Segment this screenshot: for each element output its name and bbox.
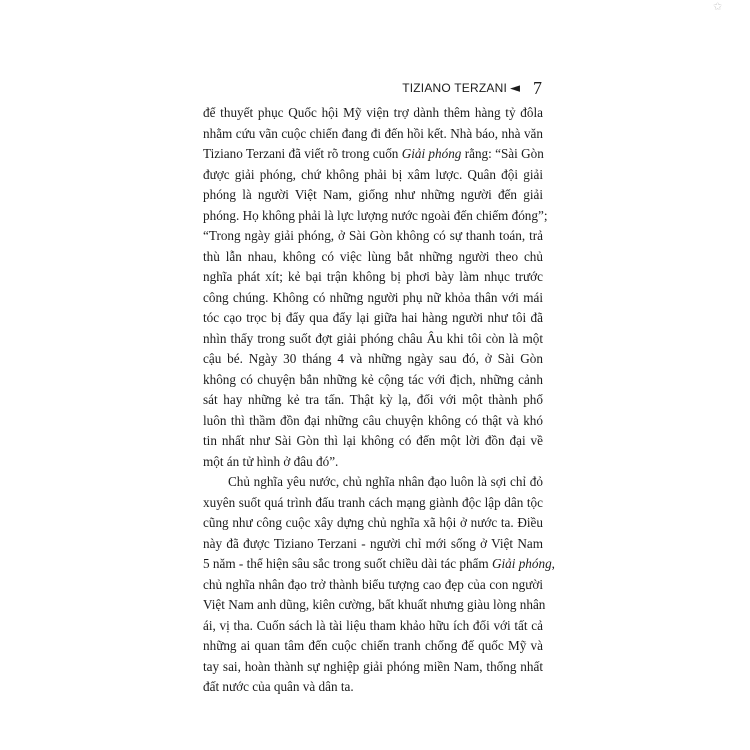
text-line: phóng. Họ không phải là lực lượng nước ngoài đến chiếm đóng”; [203,207,548,223]
text-line: một án tử hình ở đâu đó”. [203,453,339,469]
text-line: 5 năm - thể hiện sâu sắc trong suốt chiều dài tác phẩm Giải phóng, [203,556,555,571]
book-title: Giải phóng [401,146,462,161]
text-line: xuyên suốt quá trình đấu tranh cách mạng giành độc lập dân tộc [203,494,543,510]
running-header [402,77,542,99]
text-line: sát hay những kẻ tra tấn. Thật kỳ lạ, đối với một thành phố [203,392,543,407]
text-line: tin nhất như Sài Gòn thì lại không có đến một lời đồn đại về [203,433,543,448]
text-line: nhìn thấy trong suốt đợt giải phóng châu Âu khi tôi còn là một [203,330,543,346]
text-line: này đã được Tiziano Terzani - người chỉ mới sống ở Việt Nam [203,535,543,551]
text-line: để thuyết phục Quốc hội Mỹ viện trợ dành thêm hàng tỷ đôla [203,105,543,120]
text-line: đất nước của quân và dân ta. [203,679,354,694]
text-line: nhằm cứu vãn cuộc chiến đang đi đến hồi kết. Nhà báo, nhà văn [203,125,543,141]
text-line: cậu bé. Ngày 30 tháng 4 và những ngày sau đó, ở Sài Gòn [203,351,543,366]
running-header-author: TIZIANO TERZANI [402,81,507,95]
book-title: Giải phóng [491,556,552,571]
text-line: Việt Nam anh dũng, kiên cường, bất khuất nhưng giàu lòng nhân [203,597,546,612]
text-line: cũng như công cuộc xây dựng chủ nghĩa xã hội ở nước ta. Điều [203,515,543,530]
left-triangle-icon: ◄ [510,80,520,96]
text-line: ái, vị tha. Cuốn sách là tài liệu tham khảo hữu ích đối với tất cả [203,617,543,633]
text-line: Tiziano Terzani đã viết rõ trong cuốn Giải phóng rằng: “Sài Gòn [203,146,544,161]
page-body [203,103,555,698]
text-line: công chúng. Không có những người phụ nữ khỏa thân với mái [203,289,543,305]
text-line: chủ nghĩa nhân đạo trở thành biểu tượng cao đẹp của con người [203,576,543,592]
text-line: những ai quan tâm đến cuộc chiến tranh chống đế quốc Mỹ và [203,638,543,653]
paragraph-1 [203,103,548,472]
text-line: phóng là người Việt Nam, giống như những người đến giải [203,187,543,202]
text-line: không có chuyện bắn những kẻ cộng tác với địch, những cảnh [203,371,543,387]
star-icon: ✩ [713,0,723,13]
text-line: Chủ nghĩa yêu nước, chủ nghĩa nhân đạo luôn là sợi chỉ đỏ [228,474,543,489]
text-line: được giải phóng, chứ không phải bị xâm lược. Quân đội giải [203,166,543,182]
text-line: thù lẫn nhau, không có việc lùng bắt những người theo chủ [203,248,543,264]
text-line: tay sai, hoàn thành sự nghiệp giải phóng miền Nam, thống nhất [203,658,543,674]
text-line: “Trong ngày giải phóng, ở Sài Gòn không có sự thanh toán, trả [203,228,543,243]
paragraph-2 [203,472,555,698]
text-line: luôn thì thầm đồn đại những câu chuyện không có thật và khó [203,412,543,428]
text-line: tóc cạo trọc bị đẩy qua đẩy lại giữa hai hàng người như tôi đã [203,310,543,325]
page-number: 7 [533,78,542,98]
text-line: nghĩa phát xít; kẻ bại trận không bị phơi bày làm nhục trước [203,269,543,284]
